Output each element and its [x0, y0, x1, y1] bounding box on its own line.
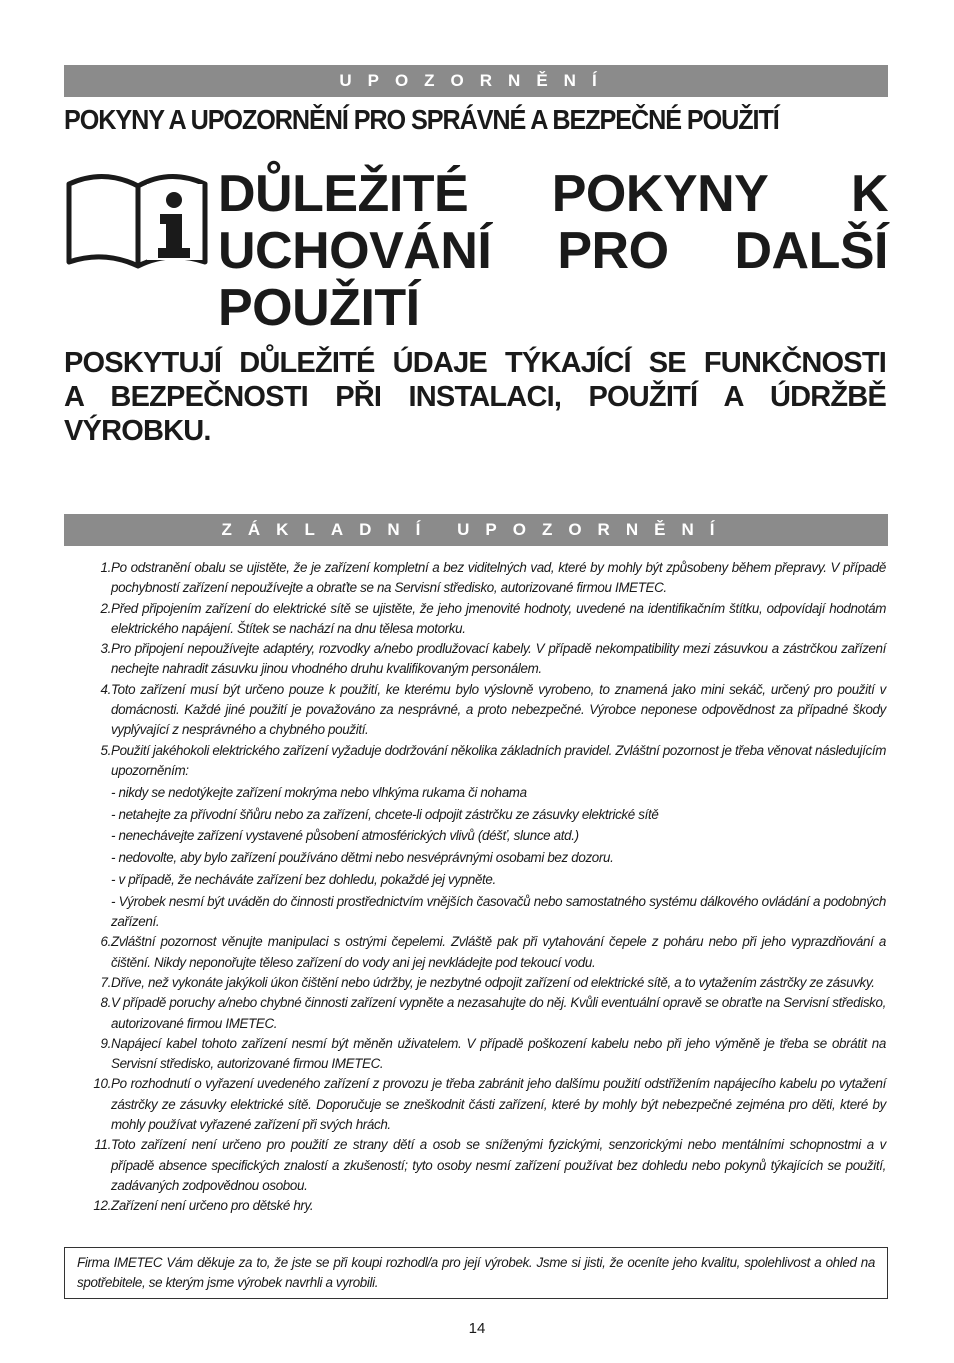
- list-item-number: 10.: [93, 1076, 111, 1092]
- list-item-number: 9.: [100, 1035, 111, 1051]
- list-subitem: - netahejte za přívodní šňůru nebo za zařízení, chcete-li odpojit zástrčku ze zásuvky elektrické sítě: [111, 806, 659, 822]
- page-number: 14: [468, 1320, 486, 1337]
- list-item-number: 6.: [100, 934, 111, 950]
- list-item-text: Dříve, než vykonáte jakýkoli úkon čištění nebo údržby, je nezbytné odpojit zařízení od elektrické sítě, a to vytažením zástrčky ze zásuvky.: [111, 974, 875, 990]
- section-band: ZÁKLADNÍ UPOZORNĚNÍ: [64, 514, 888, 546]
- list-item-text: Napájecí kabel tohoto zařízení nesmí být měněn uživatelem. V případě poškození kabelu nebo při jeho výměně je třeba se obrátit na Servisní středisko, autorizované firmou IMETEC.: [111, 1035, 886, 1072]
- list-item-number: 5.: [100, 742, 111, 758]
- list-item-text: Po odstranění obalu se ujistěte, že je zařízení kompletní a bez viditelných vad, které by mohly být způsobeny během přepravy. V případě pochybností zařízení nepoužívejte a obraťte se na Servisní středisko, autorizované firmou IMETEC.: [111, 560, 886, 596]
- footer-note: Firma IMETEC Vám děkuje za to, že jste se při koupi rozhodl/a pro její výrobek. Jsme si jisti, že oceníte jeho kvalitu, spolehlivost a ohled na spotřebitele, se kterým jsme výrobek navrhli a vyrobili.: [64, 1247, 888, 1299]
- list-item: [84, 993, 886, 1034]
- list-item: [84, 932, 886, 973]
- lead-line: A BEZPEČNOSTI PŘI INSTALACI, POUŽITÍ A ÚDRŽBĚ: [64, 381, 886, 413]
- list-item-number: 4.: [100, 681, 111, 697]
- list-item-text: V případě poruchy a/nebo chybné činnosti zařízení vypněte a nezasahujte do něj. Kvůli eventuální opravě se obraťte na Servisní středisko, autorizované firmou IMETEC.: [111, 995, 886, 1031]
- list-item: [84, 680, 886, 741]
- lead-paragraph: [64, 346, 886, 448]
- list-item-number: 2.: [100, 600, 111, 616]
- lead-line: VÝROBKU.: [64, 415, 211, 447]
- list-item: [84, 639, 886, 680]
- info-book-icon: [66, 172, 208, 270]
- list-item-text: Zařízení není určeno pro dětské hry.: [111, 1198, 314, 1214]
- list-item: [84, 1196, 886, 1216]
- main-title-line: POUŽITÍ: [218, 279, 420, 337]
- lead-line: POSKYTUJÍ DŮLEŽITÉ ÚDAJE TÝKAJÍCÍ SE FUNKČNOSTI: [64, 347, 886, 379]
- list-item-text: Zvláštní pozornost věnujte manipulaci s ostrými čepelemi. Zvláště pak při vytahování čepele z poháru nebo při jeho vyprazdňování a čištění. Nikdy neponořujte těleso zařízení do vody ani jej nevkládejte pod tekoucí vodu.: [111, 934, 886, 970]
- page-subtitle: POKYNY A UPOZORNĚNÍ PRO SPRÁVNÉ A BEZPEČNÉ POUŽITÍ: [64, 104, 779, 135]
- main-title-line: DŮLEŽITÉ POKYNY K: [218, 165, 888, 223]
- list-item-text: Toto zařízení není určeno pro použití ze strany dětí a osob se sníženými fyzickými, senzorickými nebo mentálními schopnostmi a v případě absence specifických znalostí a zkušeností; tyto osoby nesmí zařízení používat bez dohledu nebo pokynů týkajících se použití, zadávaných zodpovědnou osobou.: [111, 1137, 886, 1193]
- list-item: [84, 973, 886, 993]
- list-item: [84, 1074, 886, 1135]
- list-item-number: 11.: [94, 1137, 111, 1153]
- list-item-number: 8.: [100, 995, 111, 1011]
- list-item-text: Použití jakéhokoli elektrického zařízení vyžaduje dodržování několika základních pravidel. Zvláštní pozornost je třeba věnovat následujícím upozorněním: - nikdy se nedotýkejte zařízení mokrýma nebo vlhkýma rukama či nohama - netahejte za přívodní šňůru nebo za zařízení, chcete-li odpojit zástrčku ze zásuvky elektrické sítě - nenechávejte zařízení vystavené působení atmosférických vlivů (déšť, slunce atd.) - nedovolte, aby bylo zařízení používáno dětmi nebo nesvéprávnými osobami bez dozoru. - v případě, že necháváte zařízení bez dohledu, pokaždé jej vypněte. - Výrobek nesmí být uváděn do činnosti prostřednictvím vnějších časovačů nebo samostatného systému dálkového ovládání a podobných zařízení.: [111, 741, 886, 933]
- main-title: [218, 166, 888, 337]
- list-item: [84, 1135, 886, 1196]
- list-item: [84, 741, 886, 933]
- list-item-number: 3.: [100, 641, 111, 657]
- list-item-text: Po rozhodnutí o vyřazení uvedeného zařízení z provozu je třeba zabránit jeho dalšímu použití odstřižením napájecího kabelu po vytažení zástrčky ze zásuvky elektrické sítě. Doporučuje se zneškodnit části zařízení, které by mohly být nebezpečné zejména pro děti, které by mohly používat vyřazené zařízení při svých hrách.: [111, 1076, 886, 1133]
- list-subitem: - nikdy se nedotýkejte zařízení mokrýma nebo vlhkýma rukama či nohama: [111, 784, 527, 800]
- list-subitem: - v případě, že necháváte zařízení bez dohledu, pokaždé jej vypněte.: [111, 871, 496, 887]
- list-item: [84, 558, 886, 599]
- list-subitem: - nenechávejte zařízení vystavené působení atmosférických vlivů (déšť, slunce atd.): [111, 828, 579, 844]
- list-item-text: Toto zařízení musí být určeno pouze k použití, ke kterému bylo výslovně vyrobeno, to znamená jako mini sekáč, určený pro použití v domácnosti. Každé jiné použití je považováno za nesprávné, a proto nebezpečné. Výrobce neponese odpovědnost za případné škody vyplývající z nesprávného a chybného použití.: [111, 681, 886, 738]
- list-item: [84, 1034, 886, 1075]
- list-item-number: 1.: [100, 560, 111, 575]
- list-item-number: 7.: [100, 974, 111, 990]
- list-item-text: Pro připojení nepoužívejte adaptéry, rozvodky a/nebo prodlužovací kabely. V případě nekompatibility mezi zásuvkou a zástrčkou zařízení nechejte nahradit zásuvku jinou vhodného druhu kvalifikovaným personálem.: [111, 641, 886, 677]
- list-item-number: 12.: [93, 1198, 111, 1214]
- warnings-list: [84, 558, 886, 1217]
- list-subitem: - nedovolte, aby bylo zařízení používáno dětmi nebo nesvéprávnými osobami bez dozoru.: [111, 850, 614, 866]
- header-band: UPOZORNĚNÍ: [64, 65, 888, 97]
- list-item: [84, 599, 886, 640]
- list-item-text: Před připojením zařízení do elektrické sítě se ujistěte, že jeho jmenovité hodnoty, uvedené na identifikačním štítku, odpovídají hodnotám elektrického napájení. Štítek se nachází na dnu tělesa motorku.: [111, 600, 886, 636]
- list-subitem: - Výrobek nesmí být uváděn do činnosti prostřednictvím vnějších časovačů nebo samostatného systému dálkového ovládání a podobných zařízení.: [111, 893, 886, 930]
- main-title-line: UCHOVÁNÍ PRO DALŠÍ: [218, 222, 888, 280]
